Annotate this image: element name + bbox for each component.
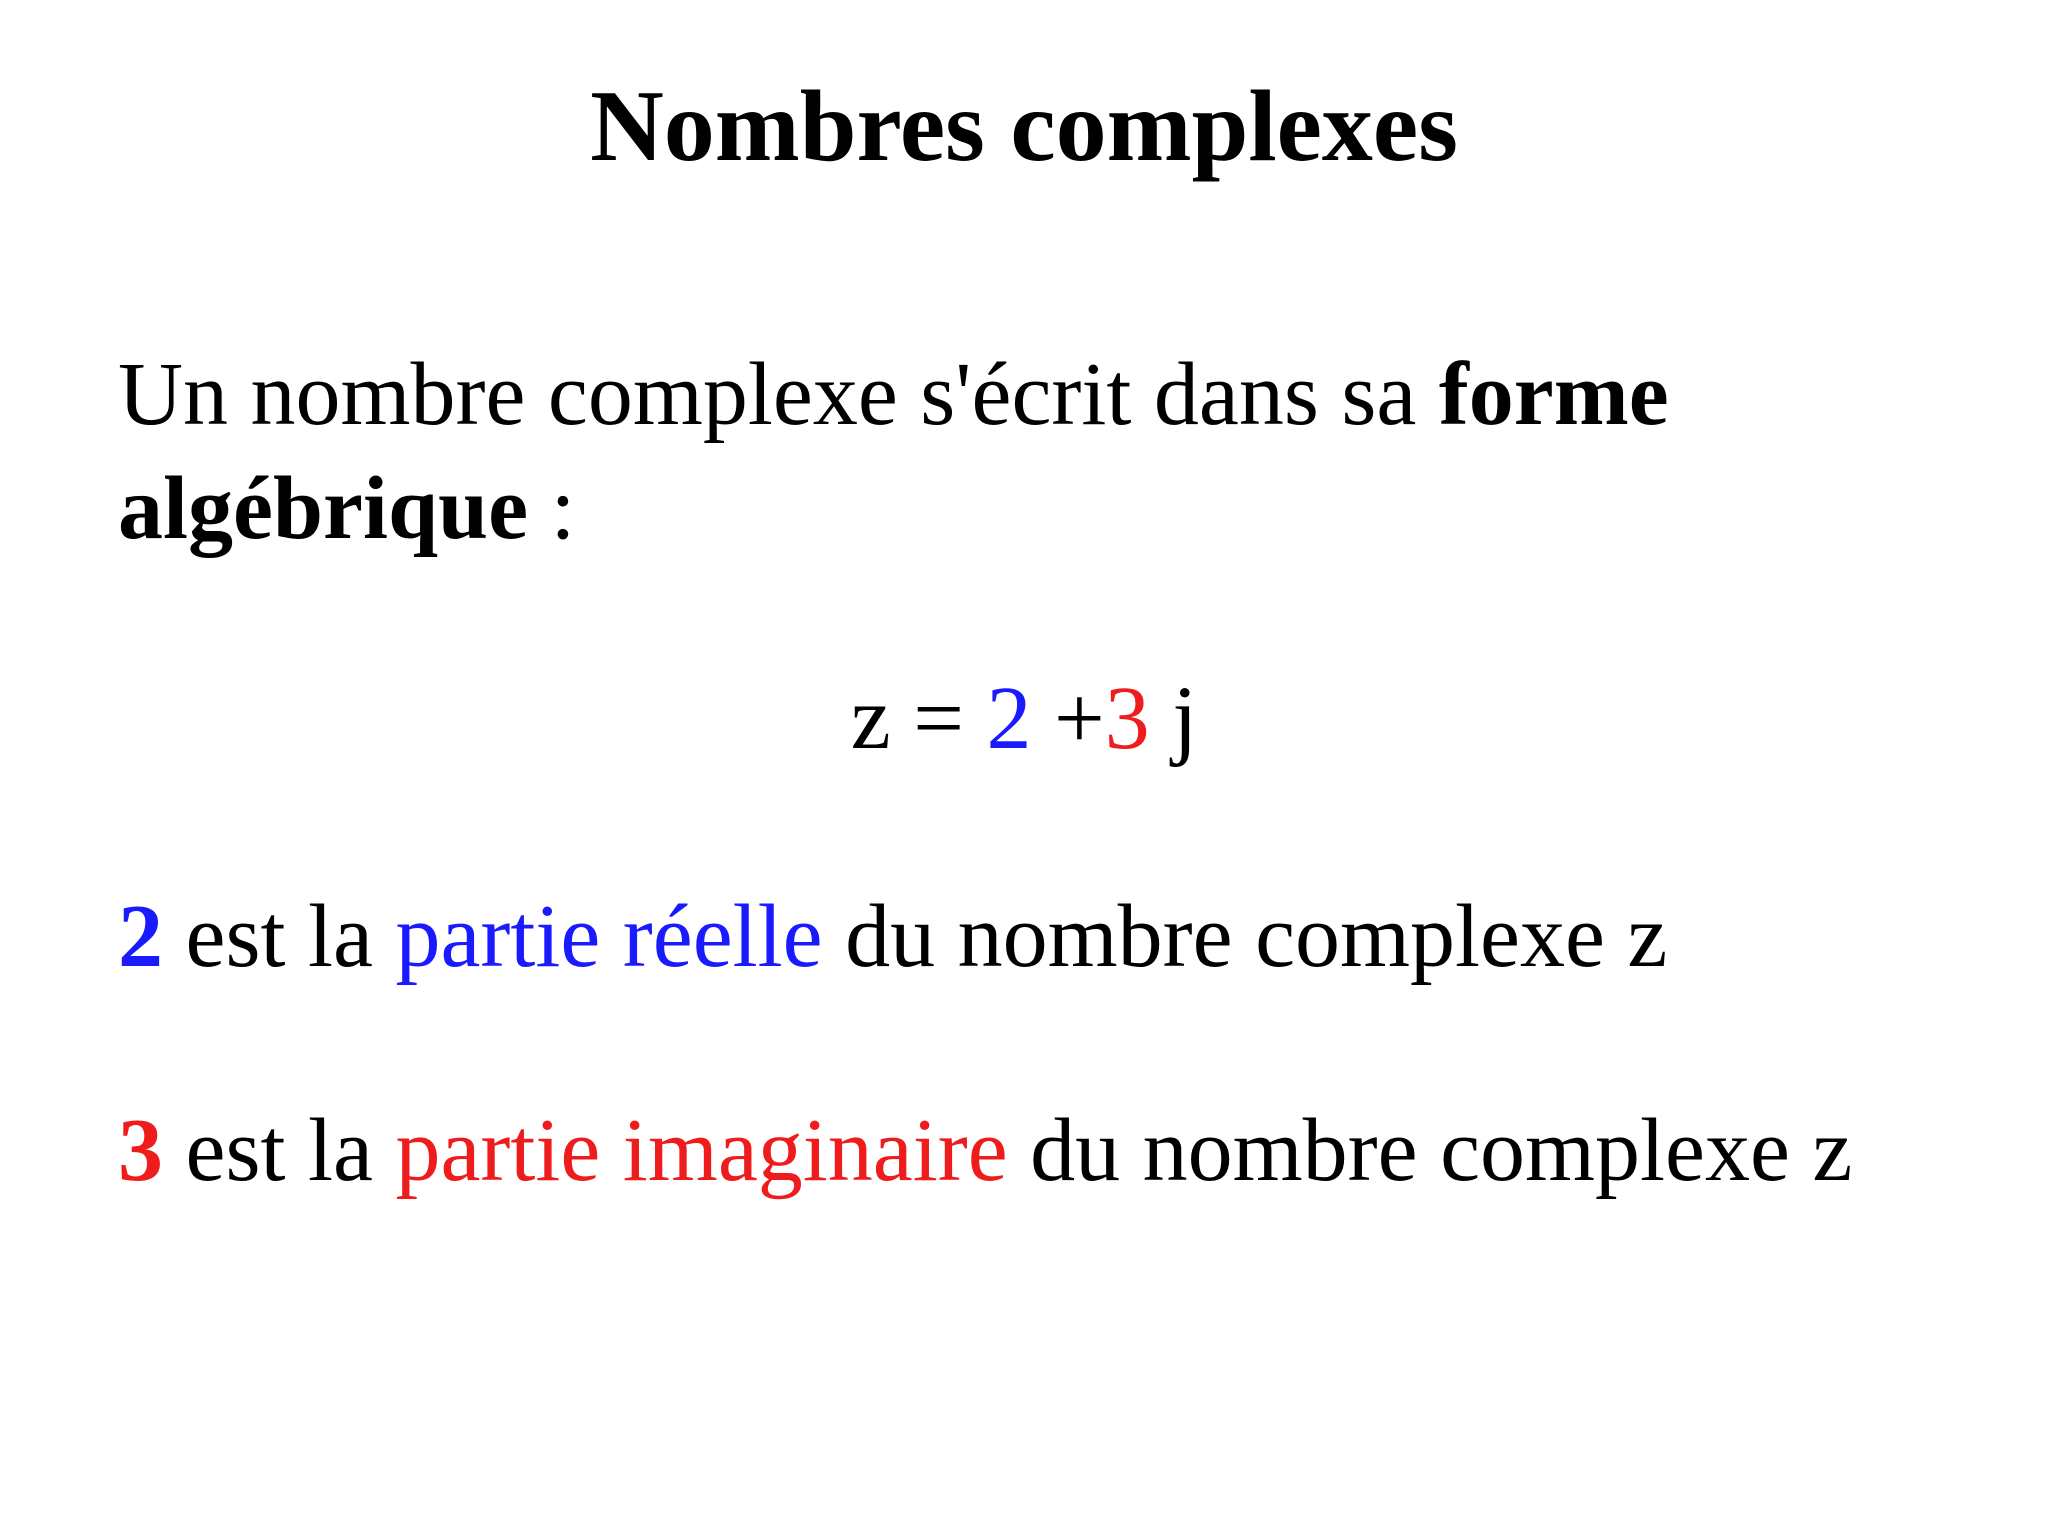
real-part-value: 2 xyxy=(118,887,163,986)
intro-text: Un nombre complexe s'écrit dans sa xyxy=(118,345,1417,444)
real-part-definition xyxy=(118,880,1667,994)
real-def-text2: du nombre complexe z xyxy=(822,887,1668,986)
formula-unit: j xyxy=(1149,669,1198,768)
formula-lhs: z = xyxy=(850,669,987,768)
imag-part-term: partie imaginaire xyxy=(395,1101,1008,1200)
imag-def-text2: du nombre complexe z xyxy=(1007,1101,1853,1200)
imag-part-definition xyxy=(118,1094,1852,1208)
formula-plus: + xyxy=(1031,669,1105,768)
intro-line-1 xyxy=(118,338,1918,452)
intro-colon: : xyxy=(528,459,576,558)
intro-line-2 xyxy=(118,452,1918,566)
formula-imag-part: 3 xyxy=(1104,669,1150,768)
real-def-text1: est la xyxy=(163,887,396,986)
slide-title: Nombres complexes xyxy=(590,70,1458,183)
formula-real-part: 2 xyxy=(986,669,1032,768)
real-part-term: partie réelle xyxy=(395,887,823,986)
intro-paragraph xyxy=(118,338,1918,566)
intro-bold-forme: forme xyxy=(1438,345,1669,444)
imag-def-text1: est la xyxy=(163,1101,396,1200)
intro-bold-algebrique: algébrique xyxy=(118,459,529,558)
formula xyxy=(0,662,2048,776)
imag-part-value: 3 xyxy=(118,1101,163,1200)
